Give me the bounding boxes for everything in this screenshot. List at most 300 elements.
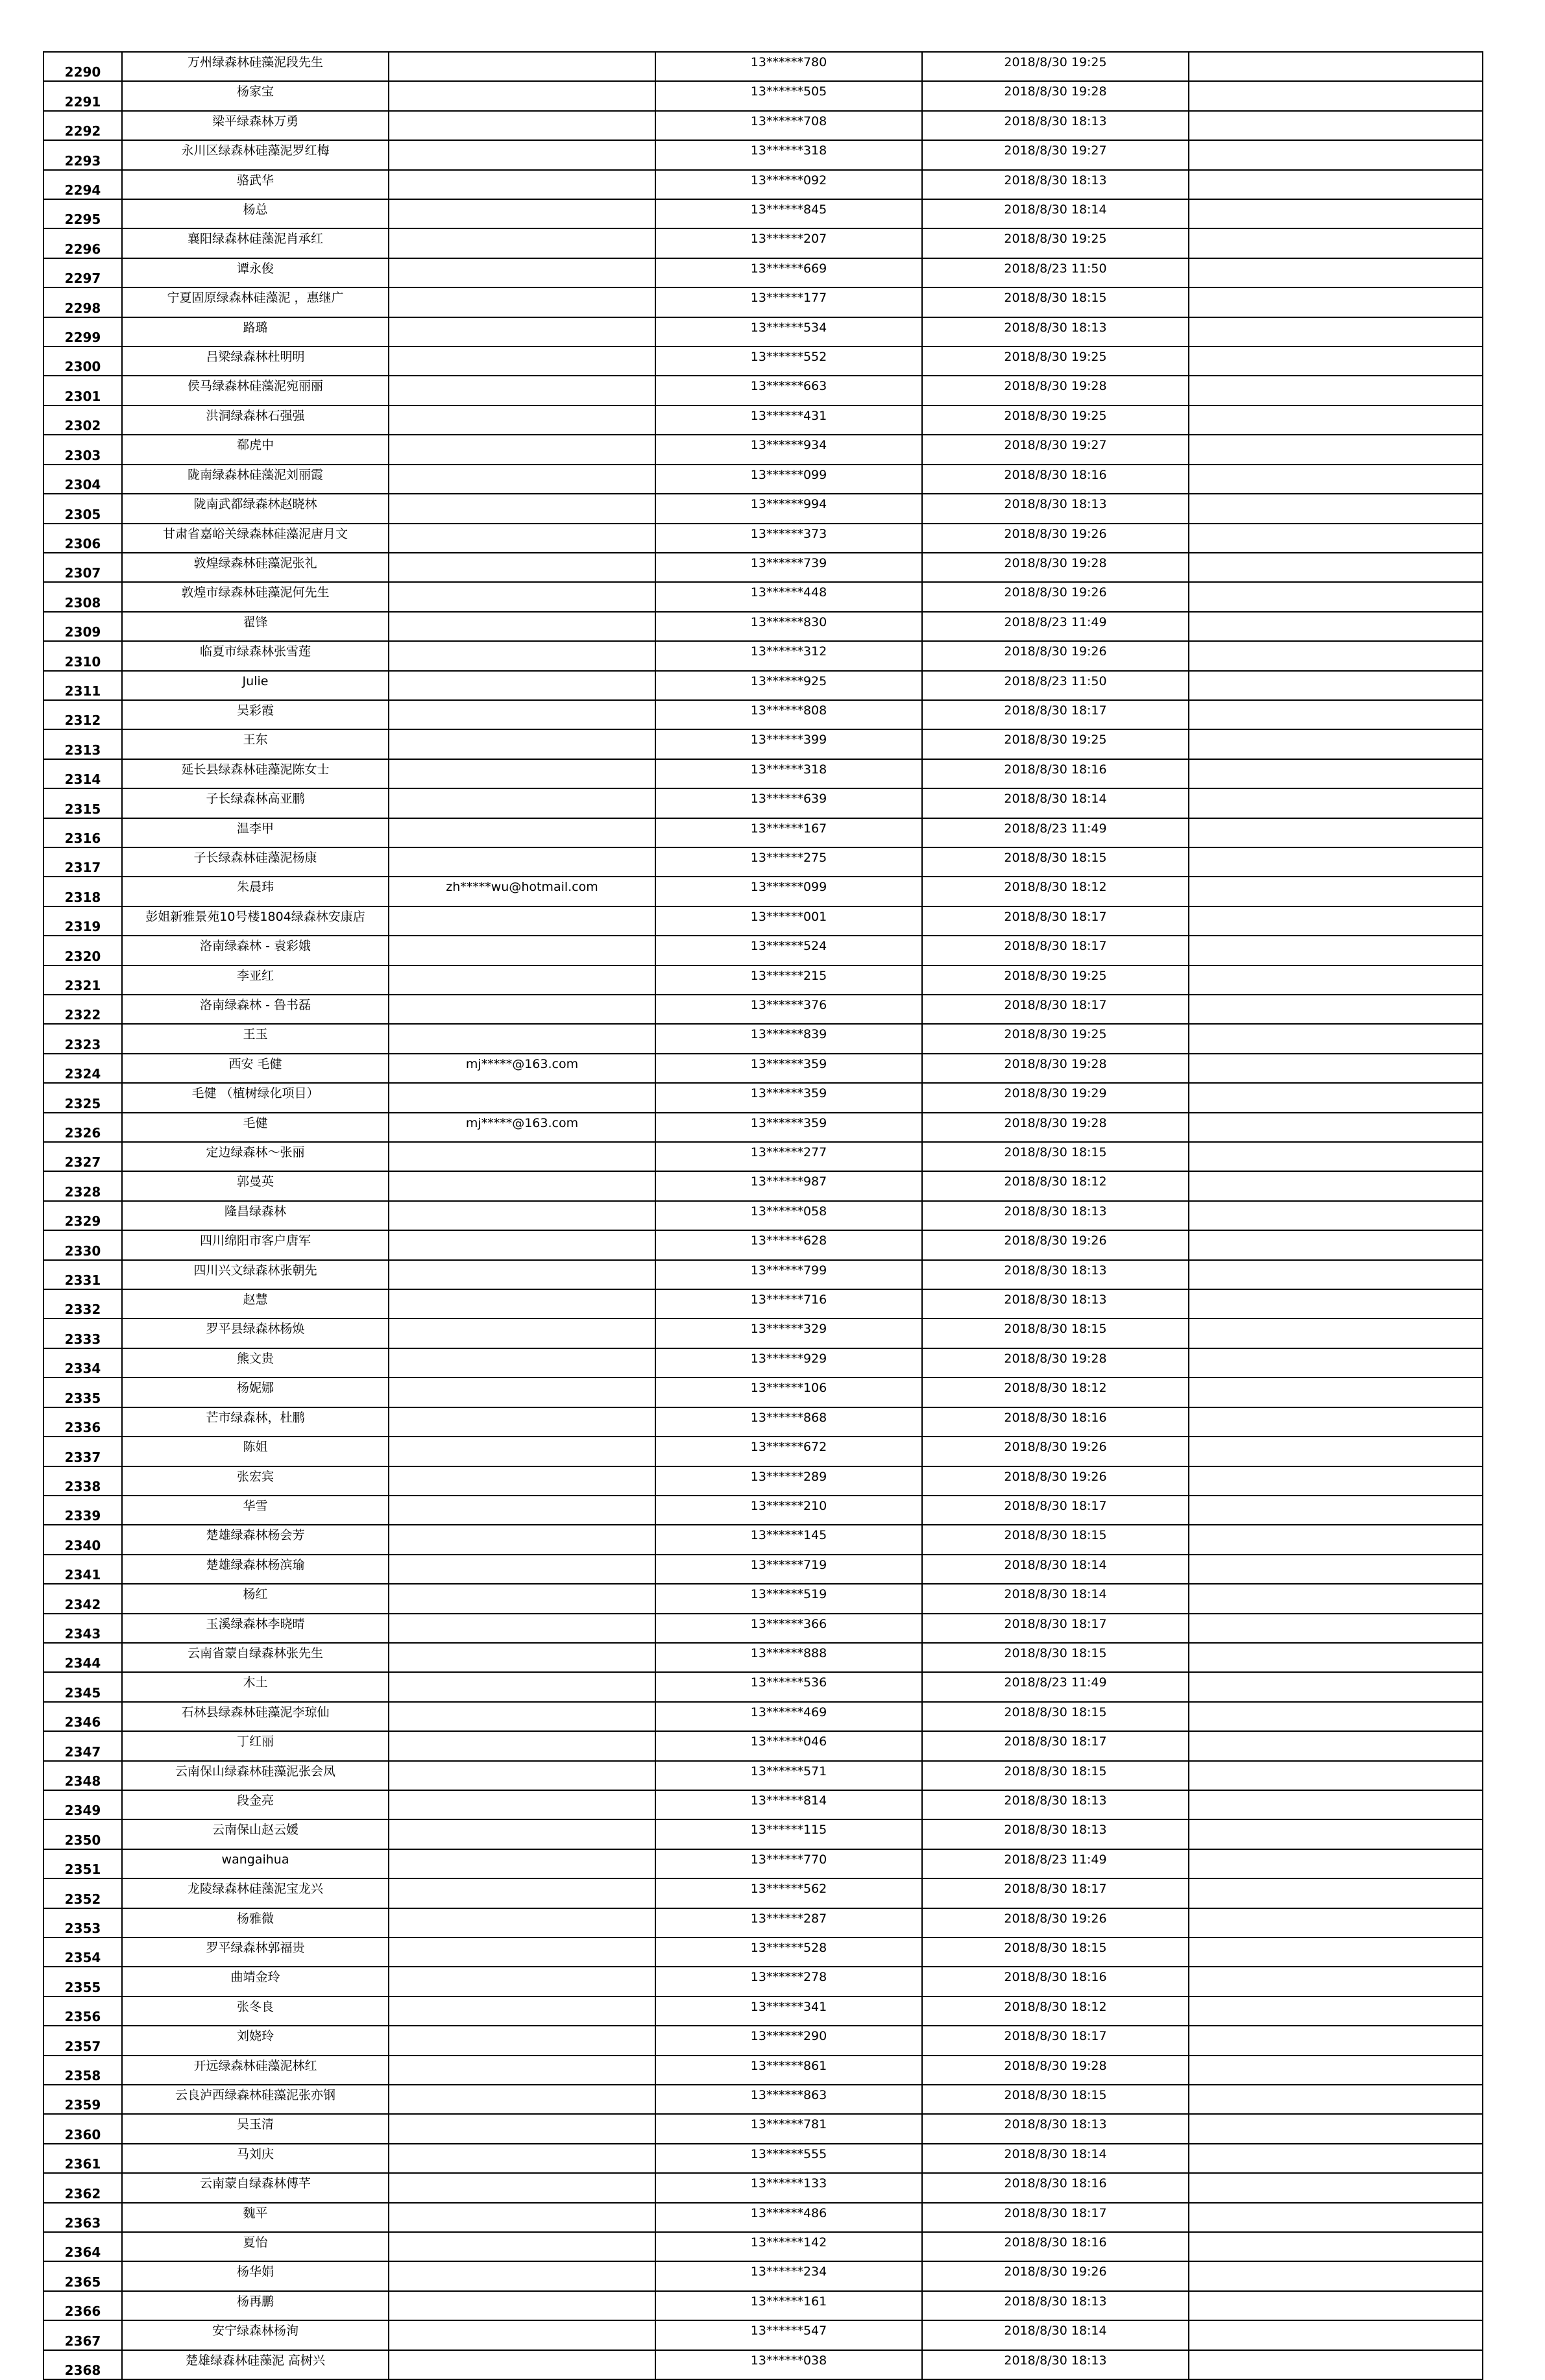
row-id-cell: 2299 [43, 317, 122, 346]
name-cell: 张宏宾 [122, 1466, 389, 1496]
empty-cell [1189, 111, 1483, 140]
phone-cell: 13******133 [655, 2173, 922, 2202]
empty-cell [1189, 2173, 1483, 2202]
table-row [43, 287, 1483, 317]
email-cell [389, 52, 655, 81]
phone-cell: 13******639 [655, 788, 922, 818]
empty-cell [1189, 435, 1483, 464]
row-id-cell: 2322 [43, 995, 122, 1024]
email-cell [389, 2350, 655, 2379]
email-cell [389, 2026, 655, 2055]
name-cell: 襄阳绿森林硅藻泥肖承红 [122, 228, 389, 258]
empty-cell [1189, 553, 1483, 582]
table-row [43, 2085, 1483, 2114]
row-id-cell: 2365 [43, 2261, 122, 2290]
email-cell [389, 1731, 655, 1760]
timestamp-cell: 2018/8/30 18:14 [922, 2144, 1189, 2173]
timestamp-cell: 2018/8/30 18:15 [922, 287, 1189, 317]
table-row [43, 2320, 1483, 2350]
empty-cell [1189, 2026, 1483, 2055]
row-id-cell: 2315 [43, 788, 122, 818]
table-row [43, 494, 1483, 523]
timestamp-cell: 2018/8/30 18:13 [922, 494, 1189, 523]
name-cell: 敦煌市绿森林硅藻泥何先生 [122, 582, 389, 611]
timestamp-cell: 2018/8/30 19:26 [922, 1437, 1189, 1466]
empty-cell [1189, 465, 1483, 494]
email-cell [389, 1496, 655, 1525]
row-id-cell: 2342 [43, 1584, 122, 1613]
row-id-cell: 2290 [43, 52, 122, 81]
timestamp-cell: 2018/8/30 18:16 [922, 759, 1189, 788]
table-row [43, 1496, 1483, 1525]
empty-cell [1189, 1437, 1483, 1466]
timestamp-cell: 2018/8/30 19:28 [922, 1113, 1189, 1142]
email-cell [389, 1702, 655, 1731]
table-row [43, 1614, 1483, 1643]
timestamp-cell: 2018/8/30 18:13 [922, 111, 1189, 140]
table-row [43, 1702, 1483, 1731]
phone-cell: 13******092 [655, 170, 922, 199]
timestamp-cell: 2018/8/30 19:26 [922, 641, 1189, 670]
timestamp-cell: 2018/8/30 18:14 [922, 788, 1189, 818]
phone-cell: 13******799 [655, 1260, 922, 1289]
email-cell [389, 406, 655, 435]
row-id-cell: 2335 [43, 1378, 122, 1407]
row-id-cell: 2292 [43, 111, 122, 140]
timestamp-cell: 2018/8/30 18:12 [922, 1378, 1189, 1407]
name-cell: Julie [122, 671, 389, 700]
timestamp-cell: 2018/8/30 19:29 [922, 1083, 1189, 1112]
name-cell: 陇南绿森林硅藻泥刘丽霞 [122, 465, 389, 494]
phone-cell: 13******431 [655, 406, 922, 435]
table-row [43, 1230, 1483, 1259]
timestamp-cell: 2018/8/30 19:25 [922, 965, 1189, 995]
name-cell: 楚雄绿森林杨会芳 [122, 1525, 389, 1554]
email-cell [389, 671, 655, 700]
timestamp-cell: 2018/8/30 18:15 [922, 1937, 1189, 1967]
email-cell [389, 2320, 655, 2350]
row-id-cell: 2310 [43, 641, 122, 670]
name-cell: 毛健 （植树绿化项目） [122, 1083, 389, 1112]
name-cell: 温李甲 [122, 818, 389, 847]
table-row [43, 1318, 1483, 1348]
row-id-cell: 2344 [43, 1643, 122, 1672]
row-id-cell: 2345 [43, 1672, 122, 1701]
name-cell: 木土 [122, 1672, 389, 1701]
table-row [43, 1878, 1483, 1908]
name-cell: 洛南绿森林 - 鲁书磊 [122, 995, 389, 1024]
phone-cell: 13******888 [655, 1643, 922, 1672]
phone-cell: 13******562 [655, 1878, 922, 1908]
name-cell: 云南蒙自绿森林傅芊 [122, 2173, 389, 2202]
table-row [43, 995, 1483, 1024]
email-cell [389, 2056, 655, 2085]
row-id-cell: 2294 [43, 170, 122, 199]
table-row [43, 111, 1483, 140]
table-row [43, 759, 1483, 788]
empty-cell [1189, 287, 1483, 317]
timestamp-cell: 2018/8/30 18:13 [922, 317, 1189, 346]
email-cell [389, 1997, 655, 2026]
empty-cell [1189, 1260, 1483, 1289]
timestamp-cell: 2018/8/23 11:50 [922, 671, 1189, 700]
empty-cell [1189, 52, 1483, 81]
row-id-cell: 2308 [43, 582, 122, 611]
phone-cell: 13******210 [655, 1496, 922, 1525]
row-id-cell: 2351 [43, 1849, 122, 1878]
empty-cell [1189, 671, 1483, 700]
name-cell: 玉溪绿森林李晓晴 [122, 1614, 389, 1643]
empty-cell [1189, 612, 1483, 641]
row-id-cell: 2362 [43, 2173, 122, 2202]
table-row [43, 1997, 1483, 2026]
row-id-cell: 2338 [43, 1466, 122, 1496]
phone-cell: 13******780 [655, 52, 922, 81]
phone-cell: 13******519 [655, 1584, 922, 1613]
table-row [43, 1525, 1483, 1554]
name-cell: 丁红丽 [122, 1731, 389, 1760]
phone-cell: 13******571 [655, 1761, 922, 1790]
row-id-cell: 2363 [43, 2203, 122, 2232]
email-cell [389, 1908, 655, 1937]
empty-cell [1189, 1525, 1483, 1554]
row-id-cell: 2366 [43, 2291, 122, 2320]
phone-cell: 13******287 [655, 1908, 922, 1937]
phone-cell: 13******716 [655, 1289, 922, 1318]
empty-cell [1189, 729, 1483, 759]
table-row [43, 1171, 1483, 1200]
name-cell: 云南保山赵云媛 [122, 1819, 389, 1849]
table-row [43, 346, 1483, 376]
phone-cell: 13******289 [655, 1466, 922, 1496]
row-id-cell: 2367 [43, 2320, 122, 2350]
phone-cell: 13******781 [655, 2114, 922, 2143]
table-row [43, 1849, 1483, 1878]
email-cell [389, 1937, 655, 1967]
phone-cell: 13******278 [655, 1967, 922, 1996]
email-cell: mj*****@163.com [389, 1054, 655, 1083]
email-cell [389, 936, 655, 965]
table-row [43, 1024, 1483, 1053]
email-cell [389, 1878, 655, 1908]
phone-cell: 13******505 [655, 81, 922, 110]
row-id-cell: 2303 [43, 435, 122, 464]
email-cell [389, 1083, 655, 1112]
empty-cell [1189, 1378, 1483, 1407]
row-id-cell: 2330 [43, 1230, 122, 1259]
timestamp-cell: 2018/8/30 18:12 [922, 877, 1189, 906]
phone-cell: 13******359 [655, 1083, 922, 1112]
phone-cell: 13******534 [655, 317, 922, 346]
row-id-cell: 2347 [43, 1731, 122, 1760]
row-id-cell: 2323 [43, 1024, 122, 1053]
empty-cell [1189, 1054, 1483, 1083]
empty-cell [1189, 228, 1483, 258]
timestamp-cell: 2018/8/30 18:16 [922, 2173, 1189, 2202]
email-cell [389, 612, 655, 641]
empty-cell [1189, 81, 1483, 110]
email-cell: mj*****@163.com [389, 1113, 655, 1142]
email-cell [389, 1171, 655, 1200]
table-row [43, 435, 1483, 464]
empty-cell [1189, 406, 1483, 435]
timestamp-cell: 2018/8/30 19:28 [922, 81, 1189, 110]
name-cell: 云南省蒙自绿森林张先生 [122, 1643, 389, 1672]
email-cell [389, 1672, 655, 1701]
phone-cell: 13******142 [655, 2232, 922, 2261]
name-cell: 熊文贵 [122, 1348, 389, 1378]
empty-cell [1189, 965, 1483, 995]
row-id-cell: 2350 [43, 1819, 122, 1849]
empty-cell [1189, 2085, 1483, 2114]
empty-cell [1189, 317, 1483, 346]
table-row [43, 52, 1483, 81]
phone-cell: 13******672 [655, 1437, 922, 1466]
email-cell [389, 1348, 655, 1378]
phone-cell: 13******318 [655, 140, 922, 169]
table-row [43, 2173, 1483, 2202]
row-id-cell: 2337 [43, 1437, 122, 1466]
phone-cell: 13******312 [655, 641, 922, 670]
table-row [43, 1466, 1483, 1496]
email-cell [389, 641, 655, 670]
name-cell: 杨妮娜 [122, 1378, 389, 1407]
table-row [43, 906, 1483, 936]
row-id-cell: 2354 [43, 1937, 122, 1967]
table-row [43, 81, 1483, 110]
phone-cell: 13******469 [655, 1702, 922, 1731]
email-cell [389, 1614, 655, 1643]
table-row [43, 965, 1483, 995]
phone-cell: 13******366 [655, 1614, 922, 1643]
row-id-cell: 2325 [43, 1083, 122, 1112]
phone-cell: 13******341 [655, 1997, 922, 2026]
name-cell: 段金亮 [122, 1790, 389, 1819]
timestamp-cell: 2018/8/30 18:15 [922, 1142, 1189, 1171]
timestamp-cell: 2018/8/30 18:15 [922, 2085, 1189, 2114]
name-cell: 郗虎中 [122, 435, 389, 464]
email-cell [389, 553, 655, 582]
empty-cell [1189, 788, 1483, 818]
row-id-cell: 2340 [43, 1525, 122, 1554]
table-row [43, 1407, 1483, 1437]
table-row [43, 936, 1483, 965]
timestamp-cell: 2018/8/30 18:12 [922, 1997, 1189, 2026]
row-id-cell: 2293 [43, 140, 122, 169]
email-cell [389, 140, 655, 169]
empty-cell [1189, 1201, 1483, 1230]
phone-cell: 13******290 [655, 2026, 922, 2055]
email-cell [389, 1318, 655, 1348]
timestamp-cell: 2018/8/30 18:13 [922, 1790, 1189, 1819]
row-id-cell: 2341 [43, 1555, 122, 1584]
table-row [43, 700, 1483, 729]
email-cell [389, 317, 655, 346]
name-cell: 宁夏固原绿森林硅藻泥 ，惠继广 [122, 287, 389, 317]
timestamp-cell: 2018/8/30 19:25 [922, 1024, 1189, 1053]
table-row [43, 2144, 1483, 2173]
email-cell [389, 1761, 655, 1790]
email-cell [389, 111, 655, 140]
empty-cell [1189, 1407, 1483, 1437]
table-row [43, 2114, 1483, 2143]
table-row [43, 524, 1483, 553]
name-cell: 吕梁绿森林杜明明 [122, 346, 389, 376]
name-cell: 杨华娟 [122, 2261, 389, 2290]
phone-cell: 13******552 [655, 346, 922, 376]
email-cell [389, 1525, 655, 1554]
empty-cell [1189, 1908, 1483, 1937]
phone-cell: 13******934 [655, 435, 922, 464]
row-id-cell: 2361 [43, 2144, 122, 2173]
table-row [43, 877, 1483, 906]
name-cell: 龙陵绿森林硅藻泥宝龙兴 [122, 1878, 389, 1908]
empty-cell [1189, 906, 1483, 936]
name-cell: wangaihua [122, 1849, 389, 1878]
name-cell: 赵慧 [122, 1289, 389, 1318]
email-cell [389, 81, 655, 110]
row-id-cell: 2326 [43, 1113, 122, 1142]
timestamp-cell: 2018/8/30 19:26 [922, 582, 1189, 611]
timestamp-cell: 2018/8/30 19:27 [922, 140, 1189, 169]
timestamp-cell: 2018/8/30 19:28 [922, 2056, 1189, 2085]
phone-cell: 13******376 [655, 995, 922, 1024]
row-id-cell: 2301 [43, 376, 122, 405]
email-cell [389, 995, 655, 1024]
name-cell: 马刘庆 [122, 2144, 389, 2173]
table-row [43, 1819, 1483, 1849]
name-cell: 芒市绿森林，杜鹏 [122, 1407, 389, 1437]
email-cell [389, 700, 655, 729]
phone-cell: 13******115 [655, 1819, 922, 1849]
empty-cell [1189, 1230, 1483, 1259]
timestamp-cell: 2018/8/30 18:15 [922, 1702, 1189, 1731]
row-id-cell: 2309 [43, 612, 122, 641]
empty-cell [1189, 1878, 1483, 1908]
phone-cell: 13******770 [655, 1849, 922, 1878]
timestamp-cell: 2018/8/30 18:16 [922, 1967, 1189, 1996]
email-cell [389, 1555, 655, 1584]
email-cell [389, 2114, 655, 2143]
phone-cell: 13******359 [655, 1054, 922, 1083]
table-row [43, 582, 1483, 611]
phone-cell: 13******177 [655, 287, 922, 317]
empty-cell [1189, 2350, 1483, 2379]
row-id-cell: 2332 [43, 1289, 122, 1318]
empty-cell [1189, 494, 1483, 523]
empty-cell [1189, 346, 1483, 376]
email-cell [389, 494, 655, 523]
empty-cell [1189, 818, 1483, 847]
timestamp-cell: 2018/8/30 18:14 [922, 1584, 1189, 1613]
timestamp-cell: 2018/8/30 19:25 [922, 228, 1189, 258]
row-id-cell: 2364 [43, 2232, 122, 2261]
table-row [43, 406, 1483, 435]
empty-cell [1189, 199, 1483, 228]
row-id-cell: 2348 [43, 1761, 122, 1790]
timestamp-cell: 2018/8/30 18:15 [922, 847, 1189, 877]
phone-cell: 13******814 [655, 1790, 922, 1819]
timestamp-cell: 2018/8/23 11:49 [922, 1849, 1189, 1878]
name-cell: 楚雄绿森林杨滨瑜 [122, 1555, 389, 1584]
table-row [43, 258, 1483, 287]
row-id-cell: 2353 [43, 1908, 122, 1937]
table-row [43, 1437, 1483, 1466]
empty-cell [1189, 1113, 1483, 1142]
timestamp-cell: 2018/8/30 18:15 [922, 1525, 1189, 1554]
phone-cell: 13******145 [655, 1525, 922, 1554]
empty-cell [1189, 1024, 1483, 1053]
phone-cell: 13******207 [655, 228, 922, 258]
empty-cell [1189, 1997, 1483, 2026]
empty-cell [1189, 524, 1483, 553]
email-cell [389, 1584, 655, 1613]
phone-cell: 13******275 [655, 847, 922, 877]
row-id-cell: 2317 [43, 847, 122, 877]
table-row [43, 671, 1483, 700]
timestamp-cell: 2018/8/30 18:13 [922, 1289, 1189, 1318]
empty-cell [1189, 1790, 1483, 1819]
timestamp-cell: 2018/8/30 19:26 [922, 1908, 1189, 1937]
empty-cell [1189, 641, 1483, 670]
name-cell: 曲靖金玲 [122, 1967, 389, 1996]
row-id-cell: 2329 [43, 1201, 122, 1230]
row-id-cell: 2346 [43, 1702, 122, 1731]
table-row [43, 2056, 1483, 2085]
phone-cell: 13******925 [655, 671, 922, 700]
row-id-cell: 2343 [43, 1614, 122, 1643]
timestamp-cell: 2018/8/30 18:17 [922, 906, 1189, 936]
empty-cell [1189, 2320, 1483, 2350]
email-cell [389, 1790, 655, 1819]
row-id-cell: 2349 [43, 1790, 122, 1819]
timestamp-cell: 2018/8/23 11:50 [922, 258, 1189, 287]
table-row [43, 1378, 1483, 1407]
row-id-cell: 2328 [43, 1171, 122, 1200]
phone-cell: 13******167 [655, 818, 922, 847]
empty-cell [1189, 1967, 1483, 1996]
table-row [43, 2026, 1483, 2055]
empty-cell [1189, 1584, 1483, 1613]
name-cell: 安宁绿森林杨洵 [122, 2320, 389, 2350]
timestamp-cell: 2018/8/30 18:17 [922, 1614, 1189, 1643]
timestamp-cell: 2018/8/30 19:26 [922, 2261, 1189, 2290]
phone-cell: 13******669 [655, 258, 922, 287]
table-row [43, 1643, 1483, 1672]
table-row [43, 1113, 1483, 1142]
row-id-cell: 2359 [43, 2085, 122, 2114]
empty-cell [1189, 1672, 1483, 1701]
timestamp-cell: 2018/8/30 18:12 [922, 1171, 1189, 1200]
empty-cell [1189, 1849, 1483, 1878]
name-cell: 子长绿森林高亚鹏 [122, 788, 389, 818]
row-id-cell: 2307 [43, 553, 122, 582]
table-row [43, 1967, 1483, 1996]
timestamp-cell: 2018/8/30 18:16 [922, 2232, 1189, 2261]
name-cell: 楚雄绿森林硅藻泥 高树兴 [122, 2350, 389, 2379]
email-cell [389, 2085, 655, 2114]
name-cell: 隆昌绿森林 [122, 1201, 389, 1230]
phone-cell: 13******399 [655, 729, 922, 759]
empty-cell [1189, 1171, 1483, 1200]
timestamp-cell: 2018/8/30 19:28 [922, 1348, 1189, 1378]
name-cell: 翟锋 [122, 612, 389, 641]
table-row [43, 1054, 1483, 1083]
name-cell: 陈姐 [122, 1437, 389, 1466]
email-cell [389, 524, 655, 553]
email-cell [389, 1643, 655, 1672]
table-row [43, 1260, 1483, 1289]
